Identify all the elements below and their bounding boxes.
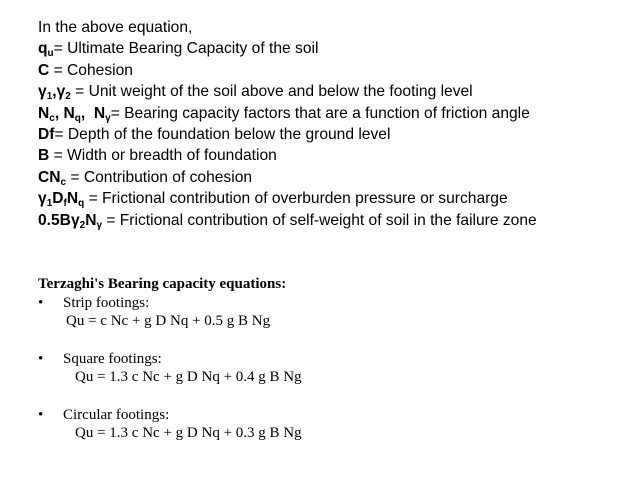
- overburden-d: D: [52, 190, 64, 208]
- circular-footings-equation: Qu = 1.3 c Nc + g D Nq + 0.3 g B Ng: [75, 425, 302, 441]
- definition-overburden: [38, 188, 537, 209]
- gamma-separator: ,: [52, 83, 57, 101]
- definition-cnc: [38, 167, 537, 188]
- overburden-gamma-subscript: 1: [46, 198, 53, 210]
- bullet-icon: •: [38, 294, 44, 311]
- qu-subscript: u: [47, 48, 54, 60]
- definition-qu: [38, 38, 537, 59]
- definitions-block: [38, 17, 537, 231]
- b-symbol: B: [38, 147, 50, 165]
- overburden-gamma: γ: [38, 190, 47, 208]
- definition-depth: [38, 124, 537, 145]
- overburden-d-subscript: f: [63, 198, 67, 210]
- factors-description: = Bearing capacity factors that are a function of friction angle: [110, 104, 530, 122]
- qu-description: = Ultimate Bearing Capacity of the soil: [53, 40, 319, 58]
- qu-symbol: q: [38, 40, 48, 58]
- cn-symbol: CN: [38, 168, 61, 186]
- selfweight-description: = Frictional contribution of self-weight of soil in the failure zone: [102, 211, 537, 229]
- cnc-description: = Contribution of cohesion: [66, 168, 253, 186]
- factors-comma-1: ,: [54, 104, 64, 122]
- nc-subscript: c: [49, 112, 55, 124]
- selfweight-gamma-subscript: 2: [79, 219, 86, 231]
- c-description: = Cohesion: [49, 61, 133, 79]
- definition-cohesion: [38, 60, 537, 81]
- definition-bearing-factors: [38, 103, 537, 124]
- ngamma-symbol: N: [93, 104, 106, 122]
- c-symbol: C: [38, 61, 50, 79]
- cn-subscript: c: [60, 176, 67, 188]
- nq-symbol: N: [63, 104, 75, 122]
- strip-footings-item: [38, 294, 302, 313]
- square-footings-item: [38, 350, 302, 369]
- gamma1-symbol: γ: [38, 83, 47, 101]
- terzaghi-equations: [38, 275, 302, 443]
- definition-unit-weight: [38, 81, 537, 102]
- spacer: [38, 387, 302, 406]
- strip-footings-label: Strip footings:: [63, 294, 150, 311]
- definitions-intro: [38, 17, 537, 38]
- factors-comma-2: ,: [80, 104, 94, 122]
- circular-footings-label: Circular footings:: [63, 406, 170, 423]
- definition-width: [38, 145, 537, 166]
- overburden-n-subscript: q: [78, 198, 85, 210]
- b-description: = Width or breadth of foundation: [49, 147, 277, 165]
- terzaghi-heading: Terzaghi's Bearing capacity equations:: [38, 276, 287, 292]
- square-footings-equation: Qu = 1.3 c Nc + g D Nq + 0.4 g B Ng: [75, 369, 302, 385]
- gamma-description: = Unit weight of the soil above and below the footing level: [70, 83, 473, 101]
- gamma1-subscript: 1: [46, 91, 53, 103]
- square-footings-label: Square footings:: [63, 350, 162, 367]
- strip-footings-equation: Qu = c Nc + g D Nq + 0.5 g B Ng: [66, 313, 271, 329]
- circular-footings-item: [38, 406, 302, 425]
- selfweight-n-subscript: γ: [96, 219, 103, 231]
- nc-symbol: N: [38, 104, 50, 122]
- df-symbol: Df: [38, 125, 55, 143]
- gamma2-symbol: γ: [56, 83, 66, 101]
- bullet-icon: •: [38, 406, 44, 423]
- ngamma-subscript: γ: [105, 112, 111, 124]
- nq-subscript: q: [74, 112, 81, 124]
- gamma2-subscript: 2: [65, 91, 71, 103]
- intro-text: In the above equation,: [38, 19, 193, 36]
- overburden-description: = Frictional contribution of overburden pressure or surcharge: [84, 190, 508, 208]
- spacer: [38, 331, 302, 350]
- df-description: = Depth of the foundation below the ground level: [54, 125, 391, 143]
- selfweight-prefix: 0.5Bγ: [38, 211, 80, 229]
- selfweight-n: N: [85, 211, 97, 229]
- definition-selfweight: [38, 210, 537, 231]
- bullet-icon: •: [38, 350, 44, 367]
- overburden-n: N: [66, 190, 79, 208]
